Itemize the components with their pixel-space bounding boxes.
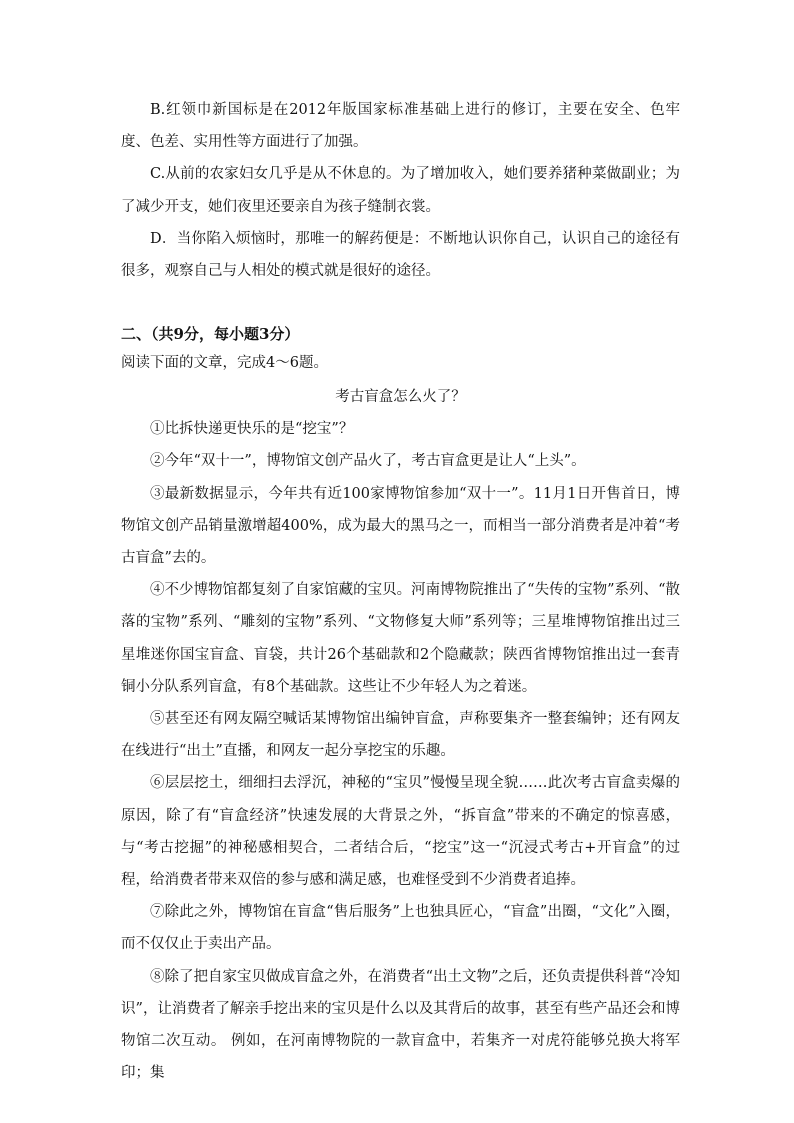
section-heading: 二、（共9分，每小题3分） — [121, 325, 300, 344]
article-paragraph-2: ②今年“双十一”，博物馆文创产品火了，考古盲盒更是让人“上头”。 — [150, 453, 586, 470]
spacer — [121, 287, 680, 301]
article-title: 考古盲盒怎么火了？ — [335, 389, 466, 406]
article-paragraph-7: ⑦除此之外，博物馆在盲盒“售后服务”上也独具匠心，“盲盒”出圈，“文化”入圈，而不仅仅止于卖出产品。 — [121, 904, 680, 953]
option-c: C.从前的农家妇女几乎是从不休息的。为了增加收入，她们要养猪种菜做副业；为了减少开支，她们夜里还要亲自为孩子缝制衣裳。 — [121, 166, 680, 215]
article-paragraph-1: ①比拆快递更快乐的是“挖宝”？ — [150, 421, 354, 438]
option-d: D．当你陷入烦恼时，那唯一的解药便是：不断地认识你自己，认识自己的途径有很多，观察自己与人相处的模式就是很好的途径。 — [121, 230, 680, 280]
option-b: B.红领巾新国标是在2012年版国家标准基础上进行的修订，主要在安全、色牢度、色差、实用性等方面进行了加强。 — [121, 102, 680, 151]
article-paragraph-4: ④不少博物馆都复刻了自家馆藏的宝贝。河南博物院推出了“失传的宝物”系列、“散落的宝物”系列、“雕刻的宝物”系列、“文物修复大师”系列等；三星堆博物馆推出过三星堆迷你国宝盲盒、盲袋，共计26个基础款和2个隐藏款；陕西省博物馆推出过一套青铜小分队系列盲盒，有8个基础款。这些让不少年轻人为之着迷。 — [121, 582, 680, 695]
article-paragraph-8: ⑧除了把自家宝贝做成盲盒之外，在消费者“出土文物”之后，还负责提供科普“冷知识”，让消费者了解亲手挖出来的宝贝是什么以及其背后的故事，甚至有些产品还会和博物馆二次互动。 例如，在河南博物院的一款盲盒中，若集齐一对虎符能够兑换大将军印；集 — [121, 968, 680, 1082]
section-instruction: 阅读下面的文章，完成4～6题。 — [121, 355, 328, 372]
article-paragraph-5: ⑤甚至还有网友隔空喊话某博物馆出编钟盲盒，声称要集齐一整套编钟；还有网友在线进行“出土”直播，和网友一起分享挖宝的乐趣。 — [121, 711, 680, 760]
document-page — [121, 94, 680, 1089]
article-paragraph-6: ⑥层层挖土，细细扫去浮沉，神秘的“宝贝”慢慢呈现全貌……此次考古盲盒卖爆的原因，除了有“盲盒经济”快速发展的大背景之外，“拆盲盒”带来的不确定的惊喜感，与“考古挖掘”的神秘感相契合，二者结合后，“挖宝”这一“沉浸式考古+开盲盒”的过程，给消费者带来双倍的参与感和满足感，也难怪受到不少消费者追捧。 — [121, 775, 680, 889]
article-paragraph-3: ③最新数据显示，今年共有近100家博物馆参加“双十一”。11月1日开售首日，博物馆文创产品销量激增超400%，成为最大的黑马之一，而相当一部分消费者是冲着“考古盲盒”去的。 — [121, 485, 680, 567]
